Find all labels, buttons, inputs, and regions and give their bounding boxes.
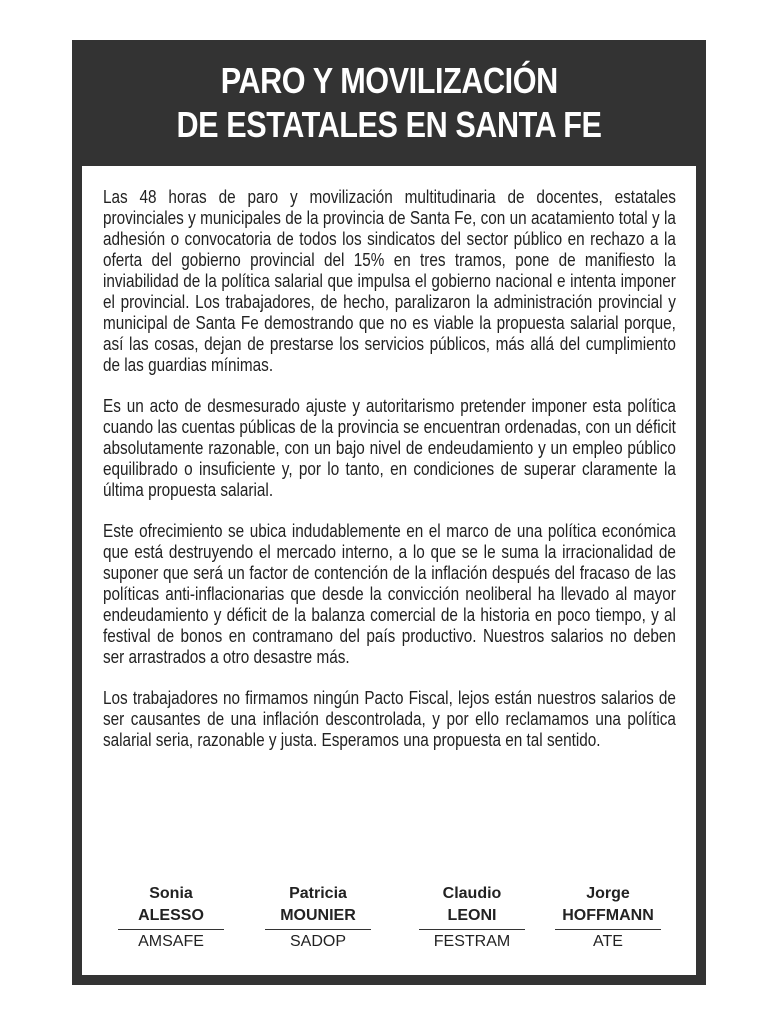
signatory-organization: FESTRAM (433, 933, 511, 950)
signatory-first-name: Sonia (149, 885, 193, 902)
signature-block (106, 883, 236, 953)
signatory-first-name: Claudio (442, 885, 502, 902)
paragraph-2: Es un acto de desmesurado ajuste y autoritarismo pretender imponer esta política cuando las cuentas públicas de la provincia se encuentran ordenadas, con un déficit absolutamente razonable, con un bajo nivel de endeudamiento y un empleo público equilibrado o insuficiente y, por lo tanto, en condiciones de superar claramente la última propuesta salarial. (103, 396, 676, 500)
signatory-organization: AMSAFE (138, 933, 204, 950)
signatory-organization: SADOP (289, 933, 346, 950)
signature-line (419, 929, 525, 930)
paragraph-1: Las 48 horas de paro y movilización multitudinaria de docentes, estatales provinciales y municipales de la provincia de Santa Fe, con un acatamiento total y la adhesión o convocatoria de todos los sindicatos del sector público en rechazo a la oferta del gobierno provincial del 15% en tres tramos, pone de manifiesto la inviabilidad de la política salarial que impulsa el gobierno nacional e intenta imponer el provincial. Los trabajadores, de hecho, paralizaron la administración provincial y municipal de Santa Fe demostrando que no es viable la propuesta salarial porque, así las cosas, dejan de prestarse los servicios públicos, más allá del cumplimiento de las guardias mínimas. (103, 187, 676, 375)
signature-line (265, 929, 371, 930)
signatory-last-name: ALESSO (138, 907, 204, 924)
signatory-organization: ATE (593, 933, 623, 950)
signatory-last-name: MOUNIER (280, 907, 356, 924)
signatory-first-name: Patricia (289, 885, 347, 902)
signatures (82, 883, 696, 963)
signatory-last-name: LEONI (447, 907, 497, 924)
body-text (103, 187, 676, 771)
paragraph-3: Este ofrecimiento se ubica indudablemente en el marco de una política económica que está destruyendo el mercado interno, a lo que se le suma la irracionalidad de suponer que será un factor de contención de la inflación después del fracaso de las políticas anti-inflacionarias que desde la convicción neoliberal ha llevado al mayor endeudamiento y déficit de la balanza comercial de la historia en poco tiempo, y al festival de bonos en contramano del país productivo. Nuestros salarios no deben ser arrastrados a otro desastre más. (103, 521, 676, 667)
signature-block (543, 883, 673, 953)
title-line-2: DE ESTATALES EN SANTA FE (176, 104, 602, 145)
document-frame (72, 40, 706, 985)
signature-line (555, 929, 661, 930)
signatory-last-name: HOFFMANN (562, 907, 654, 924)
signature-block (407, 883, 537, 953)
title-line-1: PARO Y MOVILIZACIÓN (220, 60, 558, 101)
paragraph-4: Los trabajadores no firmamos ningún Pacto Fiscal, lejos están nuestros salarios de ser causantes de una inflación descontrolada, y por ello reclamamos una política salarial seria, razonable y justa. Esperamos una propuesta en tal sentido. (103, 688, 676, 750)
signatory-first-name: Jorge (586, 885, 630, 902)
signature-block (253, 883, 383, 953)
content-panel (82, 166, 696, 975)
header-banner (72, 40, 706, 166)
signature-line (118, 929, 224, 930)
